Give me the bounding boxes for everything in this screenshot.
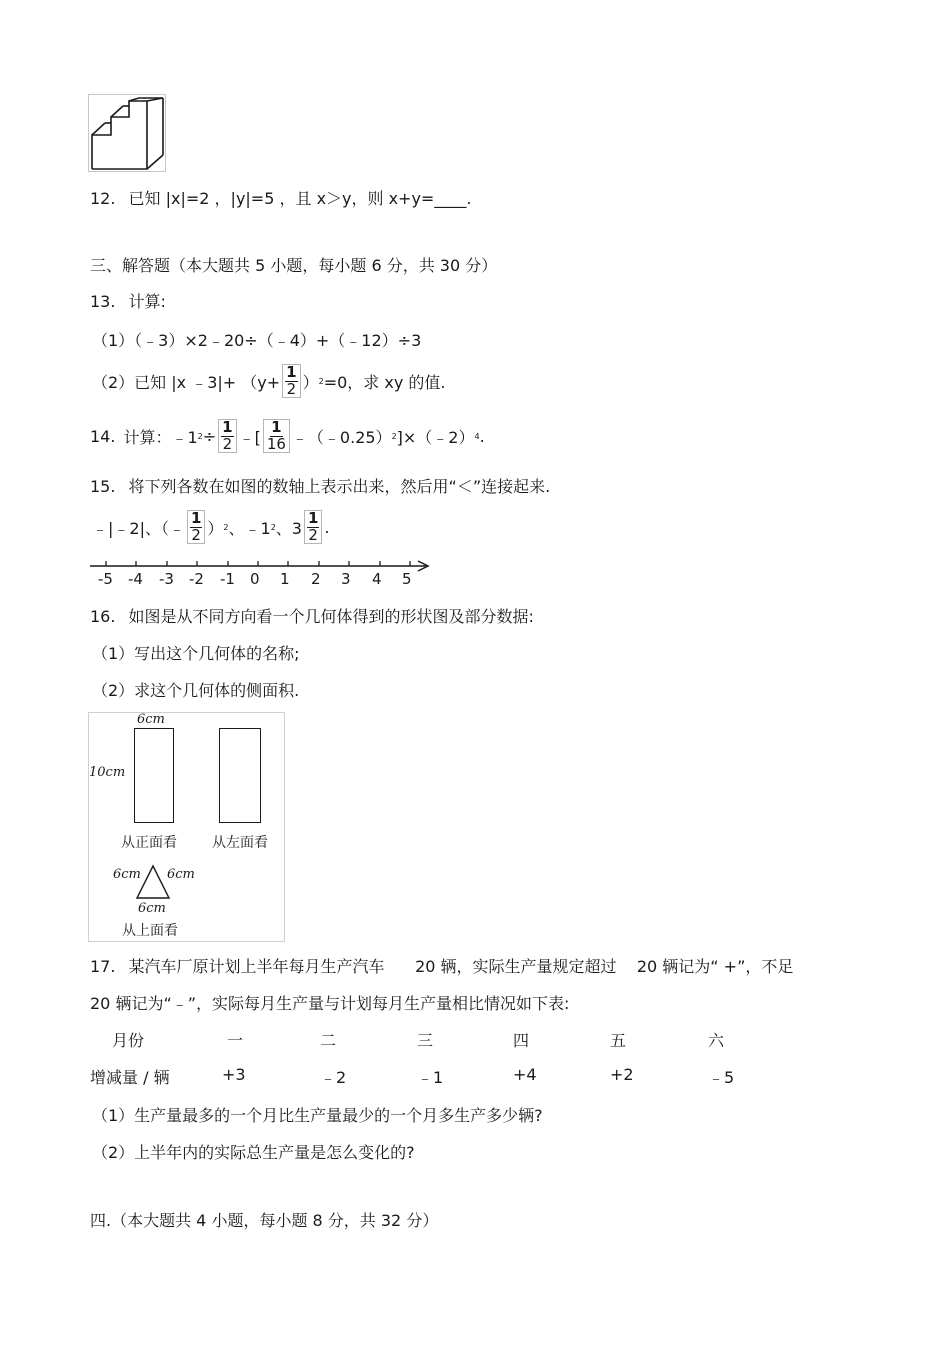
q17-part-2: （2）上半年内的实际总生产量是怎么变化的? [92,1143,415,1162]
q15-n3: 、﹣1 [228,518,271,538]
q13-part-2 [92,360,446,402]
q14-text-f: . [479,426,485,446]
exponent: 2 [391,431,397,441]
question-number: 17. [90,957,116,976]
fraction-denominator: 16 [266,434,286,453]
q15-n2: ） [207,518,224,538]
exponent: 2 [197,431,203,441]
axis-tick-label: 0 [250,570,260,588]
fraction-numerator: 1 [271,417,282,436]
table-value-cell: ﹣1 [417,1068,444,1087]
q16-part-2: （2）求这个几何体的侧面积. [92,681,300,700]
number-line [88,558,434,590]
axis-tick-label: 1 [280,570,290,588]
question-17-line-2: 20 辆记为“﹣”，实际每月生产量与计划每月生产量相比情况如下表: [90,994,570,1013]
q16-part-1: （1）写出这个几何体的名称; [92,644,300,663]
front-view-caption: 从正面看 [121,835,177,851]
left-view-caption: 从左面看 [212,835,268,851]
table-month-cell: 三 [417,1031,434,1050]
stepped-solid-figure [88,94,166,172]
axis-tick-label: 4 [372,570,382,588]
q15-n4: 、3 [275,518,302,538]
exponent: 2 [318,376,324,386]
question-13 [90,289,166,312]
table-value-cell: +4 [513,1065,537,1084]
triangle-left-label: 6cm [113,867,141,882]
fraction-numerator: 1 [190,508,202,527]
question-number: 15. [90,477,116,496]
section-3-title: 三、解答题（本大题共 5 小题，每小题 6 分，共 30 分） [90,256,498,275]
axis-tick-label: -5 [98,570,113,588]
fraction [282,364,300,399]
triangle-bottom-label: 6cm [138,901,166,916]
fraction-denominator: 2 [308,525,318,544]
exponent: 2 [270,522,276,532]
table-header-label: 月份 [112,1031,145,1050]
question-number: 16. [90,607,116,626]
front-width-label: 6cm [137,712,165,727]
three-view-figure [88,712,285,942]
q14-text-d: ﹣（﹣0.25） [291,427,392,447]
table-value-cell: +3 [222,1065,246,1084]
question-number: 13. [90,292,116,311]
question-14 [90,414,485,458]
fraction-numerator: 1 [286,362,297,381]
axis-tick-label: 5 [402,570,412,588]
question-text: 计算: [128,292,166,311]
q13-p2-text-c: =0，求 xy 的值. [323,372,446,392]
production-table [90,1028,790,1098]
top-view-triangle [89,713,284,941]
q13-part-1: （1）（﹣3）×2﹣20÷（﹣4）+（﹣12）÷3 [92,331,422,350]
fraction [187,510,205,545]
table-value-cell: +2 [610,1065,634,1084]
question-text: 将下列各数在如图的数轴上表示出来，然后用“＜”连接起来. [128,477,551,496]
axis-tick-label: 3 [341,570,351,588]
question-12 [90,186,471,209]
q14-text-e: ]×（﹣2） [396,427,475,447]
fraction [218,419,236,454]
section-4-title: 四.（本大题共 4 小题，每小题 8 分，共 32 分） [90,1211,439,1230]
fraction [304,510,322,545]
q14-text-b: ÷ [202,426,217,446]
front-height-label: 10cm [89,765,126,780]
exponent: 2 [223,522,229,532]
axis-tick-label: -2 [189,570,204,588]
question-number: 12. [90,189,116,208]
q13-p2-text-a: （2）已知 |x ﹣3|+ （y+ [92,372,281,392]
axis-tick-label: -3 [159,570,174,588]
fraction-denominator: 2 [191,525,201,544]
triangle-right-label: 6cm [167,867,195,882]
question-number: 14. [90,426,116,446]
q13-p2-text-b: ） [302,372,319,392]
question-15 [90,474,550,497]
fraction-numerator: 1 [222,417,233,436]
question-17-line-1 [90,954,793,977]
table-month-cell: 二 [320,1031,337,1050]
axis-tick-label: -4 [128,570,143,588]
fraction-numerator: 1 [307,508,319,527]
table-month-cell: 五 [610,1031,627,1050]
question-text: 某汽车厂原计划上半年每月生产汽车 20 辆，实际生产量规定超过 20 辆记为“ +”，不足 [128,957,794,976]
table-value-cell: ﹣5 [708,1068,735,1087]
q15-n1: ﹣|﹣2|、（﹣ [92,518,185,538]
q14-text-a: 计算：﹣1 [123,427,198,447]
fraction-denominator: 2 [286,379,297,398]
question-16 [90,604,534,627]
question-text: 已知 |x|=2 ，|y|=5 ，且 x＞y，则 x+y=____. [128,189,472,208]
fraction [263,419,290,454]
q17-part-1: （1）生产量最多的一个月比生产量最少的一个月多生产多少辆? [92,1106,543,1125]
table-month-cell: 六 [708,1031,725,1050]
table-row-label: 增减量 / 辆 [90,1068,170,1087]
q15-n5: . [324,517,330,537]
axis-tick-label: 2 [311,570,321,588]
top-view-caption: 从上面看 [122,923,178,939]
fraction-denominator: 2 [222,434,233,453]
exponent: 4 [474,431,480,441]
question-text: 如图是从不同方向看一个几何体得到的形状图及部分数据: [128,607,534,626]
q15-numbers [92,505,330,549]
q14-text-c: ﹣[ [238,427,261,447]
table-month-cell: 四 [513,1031,530,1050]
table-value-cell: ﹣2 [320,1068,347,1087]
axis-tick-label: -1 [220,570,235,588]
table-month-cell: 一 [227,1031,244,1050]
